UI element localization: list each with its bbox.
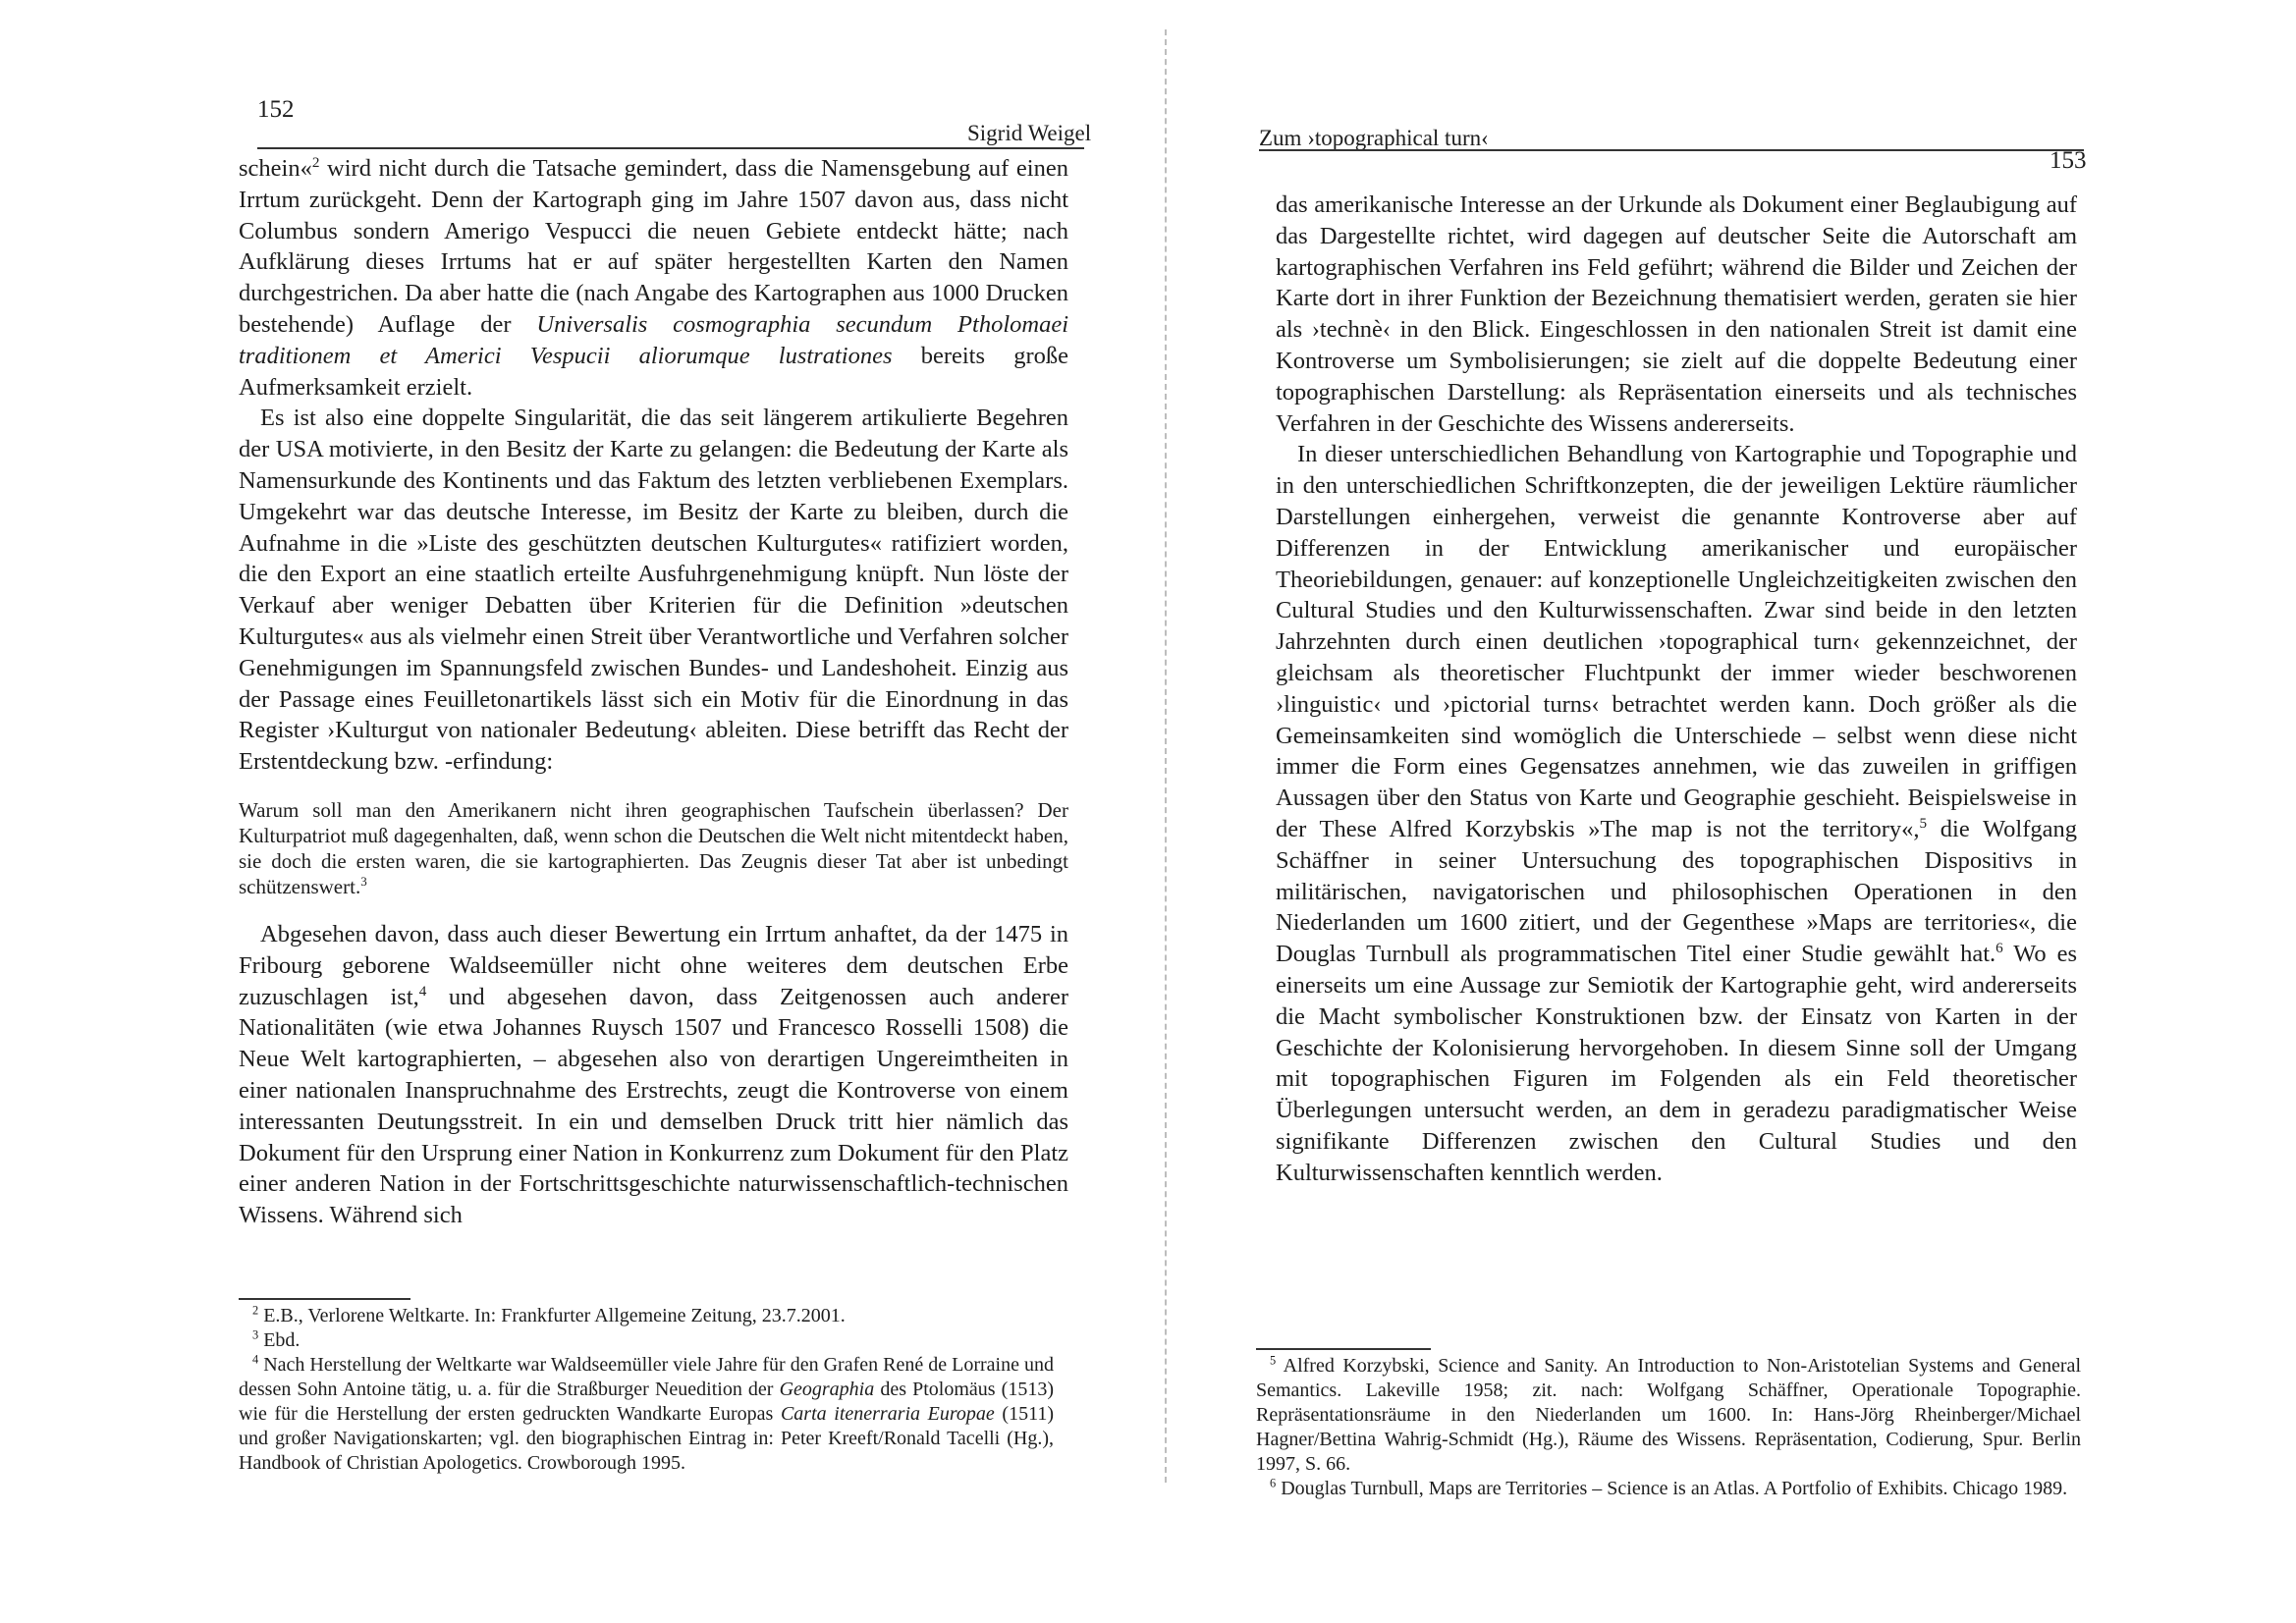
italic-title: Carta itenerraria Europae <box>780 1403 995 1425</box>
body-text <box>1276 189 2077 1189</box>
paragraph: In dieser unterschiedlichen Behandlung von Kartographie und Topographie und in den unterschiedlichen Schriftkonzepten, die der jeweiligen Lektüre räumlicher Darstellungen einhergehen, verweist die genannte Kontroverse aber auf Differenzen in der Entwicklung amerikanischer und europäischer Theoriebildungen, genauer: auf konzeptionelle Ungleichzeitigkeiten zwischen den Cultural Studies und den Kulturwissenschaften. Zwar sind beide in den letzten Jahrzehnten durch einen deutlichen ›topographical turn‹ gekennzeichnet, der gleichsam als theoretischer Fluchtpunkt der immer wieder beschworenen ›linguistic‹ und ›pictorial turns‹ betrachtet werden kann. Doch größer als die Gemeinsamkeiten sind womöglich die Unterschiede – selbst wenn diese nicht immer die Form eines Gegensatzes annehmen, wie das zuweilen in griffigen Aussagen über den Status von Karte und Geographie geschieht. Beispielsweise in der These Alfred Korzybskis »The map is not the territory«,$^5$ die Wolfgang Schäffner in seiner Untersuchung des topographischen Dispositivs in militärischen, navigatorischen und philosophischen Operationen in den Niederlanden um 1600 zitiert, und der Gegenthese »Maps are territories«, die Douglas Turnbull als programmatischen Titel einer Studie gewählt hat.$^6$ Wo es einerseits um eine Aussage zur Semiotik der Kartographie geht, wird andererseits die Macht symbolischer Konstruktionen bzw. der Einsatz von Karten in der Geschichte der Kolonisierung hervorgehoben. In diesem Sinne soll der Umgang mit topographischen Figuren im Folgenden als ein Feld theoretischer Überlegungen untersucht werden, an dem in geradezu paradigmatischer Weise signifikante Differenzen zwischen den Cultural Studies und den Kulturwissenschaften kenntlich werden. <box>1276 441 2077 1186</box>
footnote: $^6$ Douglas Turnbull, Maps are Territories – Science is an Atlas. A Portfolio of Exhibits. Chicago 1989. <box>1270 1476 2068 1499</box>
footnote-marker: 3 <box>252 1327 259 1342</box>
footnote: $^3$ Ebd. <box>252 1327 301 1351</box>
paragraph: schein«$^2$ wird nicht durch die Tatsache gemindert, dass die Namensgebung auf einen Irrtum zurückgeht. Denn der Kartograph ging im Jahre 1507 davon aus, dass nicht Columbus sondern Amerigo Vespucci die neuen Gebiete entdeckt hätte; nach Aufklärung dieses Irrtums hat er auf später hergestellten Karten den Namen durchgestrichen. Da aber hatte die (nach Angabe des Kartographen aus 1000 Drucken bestehende) Auflage der Universalis cosmographia secundum Ptholomaei traditionem et Americi Vespucii aliorumque lustrationes bereits große Aufmerksamkeit erzielt. <box>239 153 1068 401</box>
italic-title: Geographia <box>779 1379 875 1400</box>
footnote-rule <box>1256 1348 1431 1350</box>
footnote-marker: 5 <box>1919 814 1928 832</box>
page-number: 153 <box>2050 147 2087 174</box>
footnote: $^4$ Nach Herstellung der Weltkarte war Waldseemüller viele Jahre für den Grafen René de Lorraine und dessen Sohn Antoine tätig, u. a. für die Straßburger Neuedition der Geographia des Ptolomäus (1513) wie für die Herstellung der ersten gedruckten Wandkarte Europas Carta itenerraria Europae (1511) und großer Navigationskarten; vgl. den biographischen Eintrag in: Peter Kreeft/Ronald Tacelli (Hg.), Handbook of Christian Apologetics. Crowborough 1995. <box>239 1352 1054 1474</box>
footnote-marker: 2 <box>252 1303 259 1318</box>
body-text <box>239 153 1068 1231</box>
block-quote: Warum soll man den Amerikanern nicht ihren geographischen Taufschein überlassen? Der Kulturpatriot muß dagegenhalten, daß, wenn schon die Deutschen die Welt nicht mitentdeckt haben, sie doch die ersten waren, die sie kartographierten. Das Zeugnis dieser Tat aber ist unbedingt schützenswert.$^3$ <box>239 797 1068 898</box>
paragraph: Es ist also eine doppelte Singularität, die das seit längerem artikulierte Begehren der USA motivierte, in den Besitz der Karte zu gelangen: die Bedeutung der Karte als Namensurkunde des Kontinents und das Faktum des letzten verbliebenen Exemplars. Umgekehrt war das deutsche Interesse, im Besitz der Karte zu bleiben, durch die Aufnahme in die »Liste des geschützten deutschen Kulturgutes« ratifiziert worden, die den Export an eine staatlich erteilte Ausfuhrgenehmigung knüpft. Nun löste der Verkauf aber weniger Debatten über Kriterien für die Definition »deutschen Kulturgutes« aus als vielmehr einen Streit über Verantwortliche und Verfahren solcher Genehmigungen im Spannungsfeld zwischen Bundes- und Landeshoheit. Einzig aus der Passage eines Feuilletonartikels lässt sich ein Motiv für die Einordnung in das Register ›Kulturgut von nationaler Bedeutung‹ ableiten. Diese betrifft das Recht der Erstentdeckung bzw. -erfindung: <box>239 405 1069 776</box>
footnote-marker: 6 <box>1270 1476 1277 1490</box>
footnote-marker: 6 <box>1995 939 2003 956</box>
page-number: 152 <box>257 96 295 123</box>
paragraph: das amerikanische Interesse an der Urkunde als Dokument einer Beglaubigung auf das Dargestellte richtet, wird dagegen auf deutscher Seite die Autorschaft am kartographischen Verfahren ins Feld geführt; während die Bilder und Zeichen der Karte dort in ihrer Funktion der Bezeichnung thematisiert werden, geraten sie hier als ›technè‹ in den Blick. Eingeschlossen in den nationalen Streit ist damit eine Kontroverse um Symbolisierungen; sie zielt auf die doppelte Bedeutung einer topographischen Darstellung: als Repräsentation einerseits und als technisches Verfahren in der Geschichte des Wissens andererseits. <box>1276 191 2077 437</box>
footnote-marker: 2 <box>311 153 320 171</box>
footnote-marker: 3 <box>360 873 367 889</box>
footnote-marker: 4 <box>252 1352 259 1367</box>
footnote: $^5$ Alfred Korzybski, Science and Sanity. An Introduction to Non-Aristotelian Systems and General Semantics. Lakeville 1958; zit. nach: Wolfgang Schäffner, Operationale Topographie. Repräsentationsräume in den Niederlanden um 1600. In: Hans-Jörg Rheinberger/Michael Hagner/Bettina Wahrig-Schmidt (Hg.), Räume des Wissens. Repräsentation, Codierung, Spur. Berlin 1997, S. 66. <box>1256 1353 2081 1475</box>
paragraph: Abgesehen davon, dass auch dieser Bewertung ein Irrtum anhaftet, da der 1475 in Fribourg geborene Waldseemüller nicht ohne weiteres dem deutschen Erbe zuzuschlagen ist,$^4$ und abgesehen davon, dass Zeitgenossen auch anderer Nationalitäten (wie etwa Johannes Ruysch 1507 und Francesco Rosselli 1508) die Neue Welt kartographierten, – abgesehen also von derartigen Ungereimtheiten in einer nationalen Inanspruchnahme des Erstrechts, zeugt die Kontroverse von einem interessanten Deutungsstreit. In ein und demselben Druck tritt hier nämlich das Dokument für den Ursprung einer Nation in Konkurrenz zum Dokument für den Platz einer anderen Nation in der Fortschrittsgeschichte naturwissenschaftlich-technischen Wissens. Während sich <box>239 920 1068 1229</box>
right-page <box>1148 0 2296 1623</box>
footnotes <box>1256 1354 2081 1501</box>
running-head: Zum ›topographical turn‹ <box>1259 126 1489 150</box>
footnote-marker: 5 <box>1270 1353 1277 1368</box>
running-head: Sigrid Weigel <box>967 121 1092 145</box>
footnote-rule <box>239 1298 410 1300</box>
footnote: $^2$ E.B., Verlorene Weltkarte. In: Frankfurter Allgemeine Zeitung, 23.7.2001. <box>252 1303 846 1326</box>
italic-title: Universalis cosmographia secundum Ptholomaei traditionem et Americi Vespucii aliorumque lustrationes <box>239 310 1068 369</box>
header-rule <box>257 147 1084 149</box>
footnote-marker: 4 <box>418 982 427 1000</box>
header-rule <box>1259 149 2084 151</box>
footnotes <box>239 1304 1054 1476</box>
